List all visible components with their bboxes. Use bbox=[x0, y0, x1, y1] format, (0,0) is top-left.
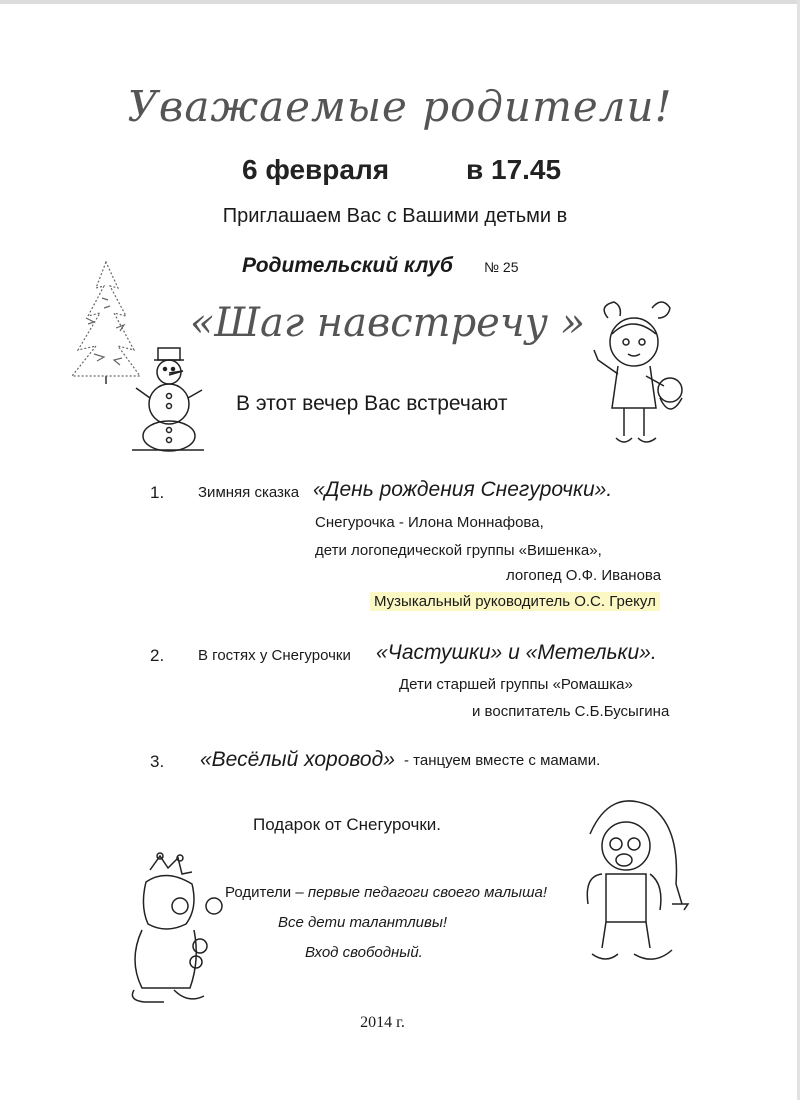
club-number: № 25 bbox=[484, 259, 519, 275]
program-item-number: 2. bbox=[150, 646, 165, 665]
program-item-intro: - танцуем вместе с мамами. bbox=[404, 752, 601, 769]
parents-text: первые педагоги своего малыша! bbox=[307, 884, 548, 901]
club-slogan: «Шаг навстречу » bbox=[189, 300, 586, 346]
program-item-number: 1. bbox=[150, 483, 165, 502]
program-detail: логопед О.Ф. Иванова bbox=[506, 567, 662, 584]
program-item-title: «День рождения Снегурочки». bbox=[313, 478, 613, 501]
gift-text: Подарок от Снегурочки. bbox=[253, 815, 442, 834]
event-date: 6 февраля bbox=[242, 154, 390, 185]
program-item-title: «Частушки» и «Метельки». bbox=[376, 641, 657, 664]
program-item-number: 3. bbox=[150, 752, 165, 771]
scan-edge bbox=[0, 0, 800, 4]
entry-text: Вход свободный. bbox=[305, 944, 423, 961]
meet-text: В этот вечер Вас встречают bbox=[236, 392, 508, 415]
greeting-heading: Уважаемые родители! bbox=[127, 82, 673, 131]
program-item-intro: Зимняя сказка bbox=[198, 484, 300, 501]
parents-label: Родители – bbox=[225, 884, 304, 901]
talent-text: Все дети талантливы! bbox=[278, 914, 448, 931]
program-item-intro: В гостях у Снегурочки bbox=[198, 647, 351, 664]
snowman-illustration bbox=[128, 342, 208, 454]
program-item-title: «Весёлый хоровод» bbox=[200, 748, 395, 771]
program-detail-highlighted: Музыкальный руководитель О.С. Грекул bbox=[370, 592, 660, 611]
year-text: 2014 г. bbox=[360, 1014, 405, 1031]
program-detail: и воспитатель С.Б.Бусыгина bbox=[472, 703, 670, 720]
program-detail: дети логопедической группы «Вишенка», bbox=[315, 542, 602, 559]
event-time: в 17.45 bbox=[466, 154, 562, 185]
girl-with-doll-illustration bbox=[590, 298, 694, 458]
invitation-text: Приглашаем Вас с Вашими детьми в bbox=[222, 205, 568, 227]
program-detail: Дети старшей группы «Ромашка» bbox=[399, 676, 633, 693]
club-name: Родительский клуб bbox=[242, 254, 453, 277]
closing-line bbox=[225, 884, 547, 901]
program-detail: Снегурочка - Илона Моннафова, bbox=[315, 514, 544, 531]
jester-juggler-illustration bbox=[120, 850, 224, 1018]
gnome-illustration bbox=[576, 794, 696, 984]
